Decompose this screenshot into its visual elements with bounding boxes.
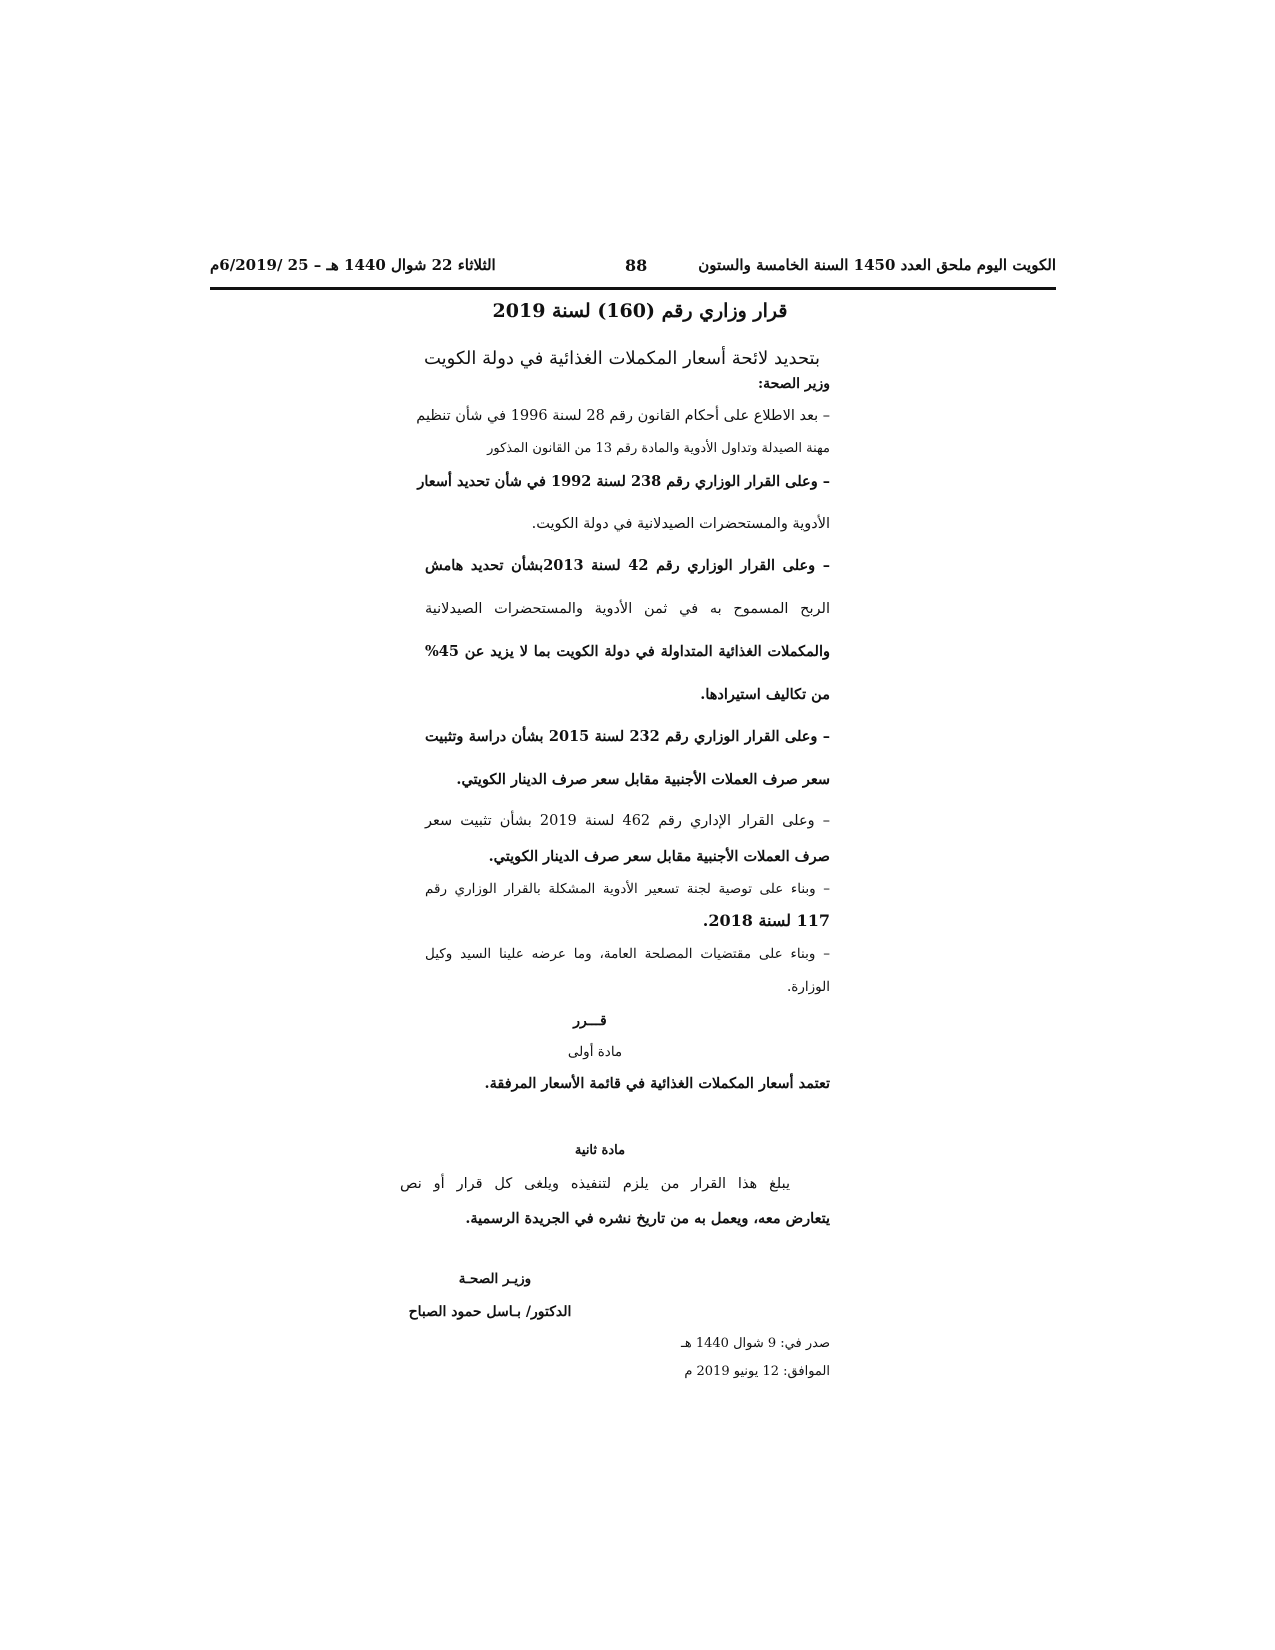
header-date: الثلاثاء 22 شوال 1440 هـ – 25 /6/2019م (210, 256, 496, 274)
minister-heading: وزير الصحة: (757, 376, 830, 392)
recital-line: – وعلى القرار الوزاري رقم 238 لسنة 1992 في شأن تحديد أسعار (417, 473, 830, 490)
recital-line: – بعد الاطلاع على أحكام القانون رقم 28 لسنة 1996 في شأن تنظيم (416, 408, 830, 424)
decided-heading: قـــرر (573, 1013, 607, 1029)
recital-line: مهنة الصيدلة وتداول الأدوية والمادة رقم 13 من القانون المذكور (487, 441, 830, 456)
recital-line: والمكملات الغذائية المتداولة في دولة الكويت بما لا يزيد عن 45% (425, 643, 830, 660)
corresponding-date: الموافق: 12 يونيو 2019 م (684, 1364, 830, 1379)
decree-title: قرار وزاري رقم (160) لسنة 2019 (492, 300, 788, 322)
signature-title: وزيـر الصحـة (458, 1271, 532, 1287)
recital-line: – وبناء على مقتضيات المصلحة العامة، وما عرضه علينا السيد وكيل (425, 946, 830, 962)
recital-line: الوزارة. (787, 979, 830, 995)
article-1-heading: مادة أولى (567, 1044, 623, 1060)
recital-line: 117 لسنة 2018. (702, 911, 830, 930)
recital-line: – وعلى القرار الإداري رقم 462 لسنة 2019 بشأن تثبيت سعر (425, 813, 830, 829)
recital-line: من تكاليف استيرادها. (700, 686, 830, 703)
recital-line: – وبناء على توصية لجنة تسعير الأدوية المشكلة بالقرار الوزاري رقم (425, 881, 830, 897)
recital-line: – وعلى القرار الوزاري رقم 232 لسنة 2015 بشأن دراسة وتثبيت (425, 728, 830, 745)
recital-line: سعر صرف العملات الأجنبية مقابل سعر صرف الدينار الكويتي. (456, 771, 830, 788)
recital-line: صرف العملات الأجنبية مقابل سعر صرف الدينار الكويتي. (488, 848, 830, 865)
header-publication: الكويت اليوم ملحق العدد 1450 السنة الخامسة والستون (698, 256, 1056, 274)
article-2-heading: مادة ثانية (574, 1143, 626, 1158)
page-number: 88 (625, 256, 648, 275)
recital-line: الأدوية والمستحضرات الصيدلانية في دولة الكويت. (531, 516, 830, 532)
signature-name: الدكتور/ بـاسل حمود الصباح (408, 1304, 572, 1320)
decree-subtitle: بتحديد لائحة أسعار المكملات الغذائية في دولة الكويت (424, 348, 820, 369)
issue-date: صدر في: 9 شوال 1440 هـ (681, 1336, 830, 1351)
article-2-line: يتعارض معه، ويعمل به من تاريخ نشره في الجريدة الرسمية. (465, 1210, 830, 1227)
recital-line: – وعلى القرار الوزاري رقم 42 لسنة 2013بشأن تحديد هامش (425, 557, 831, 574)
article-2-line: يبلغ هذا القرار من يلزم لتنفيذه ويلغى كل قرار أو نص (400, 1176, 790, 1192)
article-1-text: تعتمد أسعار المكملات الغذائية في قائمة الأسعار المرفقة. (484, 1075, 830, 1092)
recital-line: الربح المسموح به في ثمن الأدوية والمستحضرات الصيدلانية (425, 601, 830, 617)
